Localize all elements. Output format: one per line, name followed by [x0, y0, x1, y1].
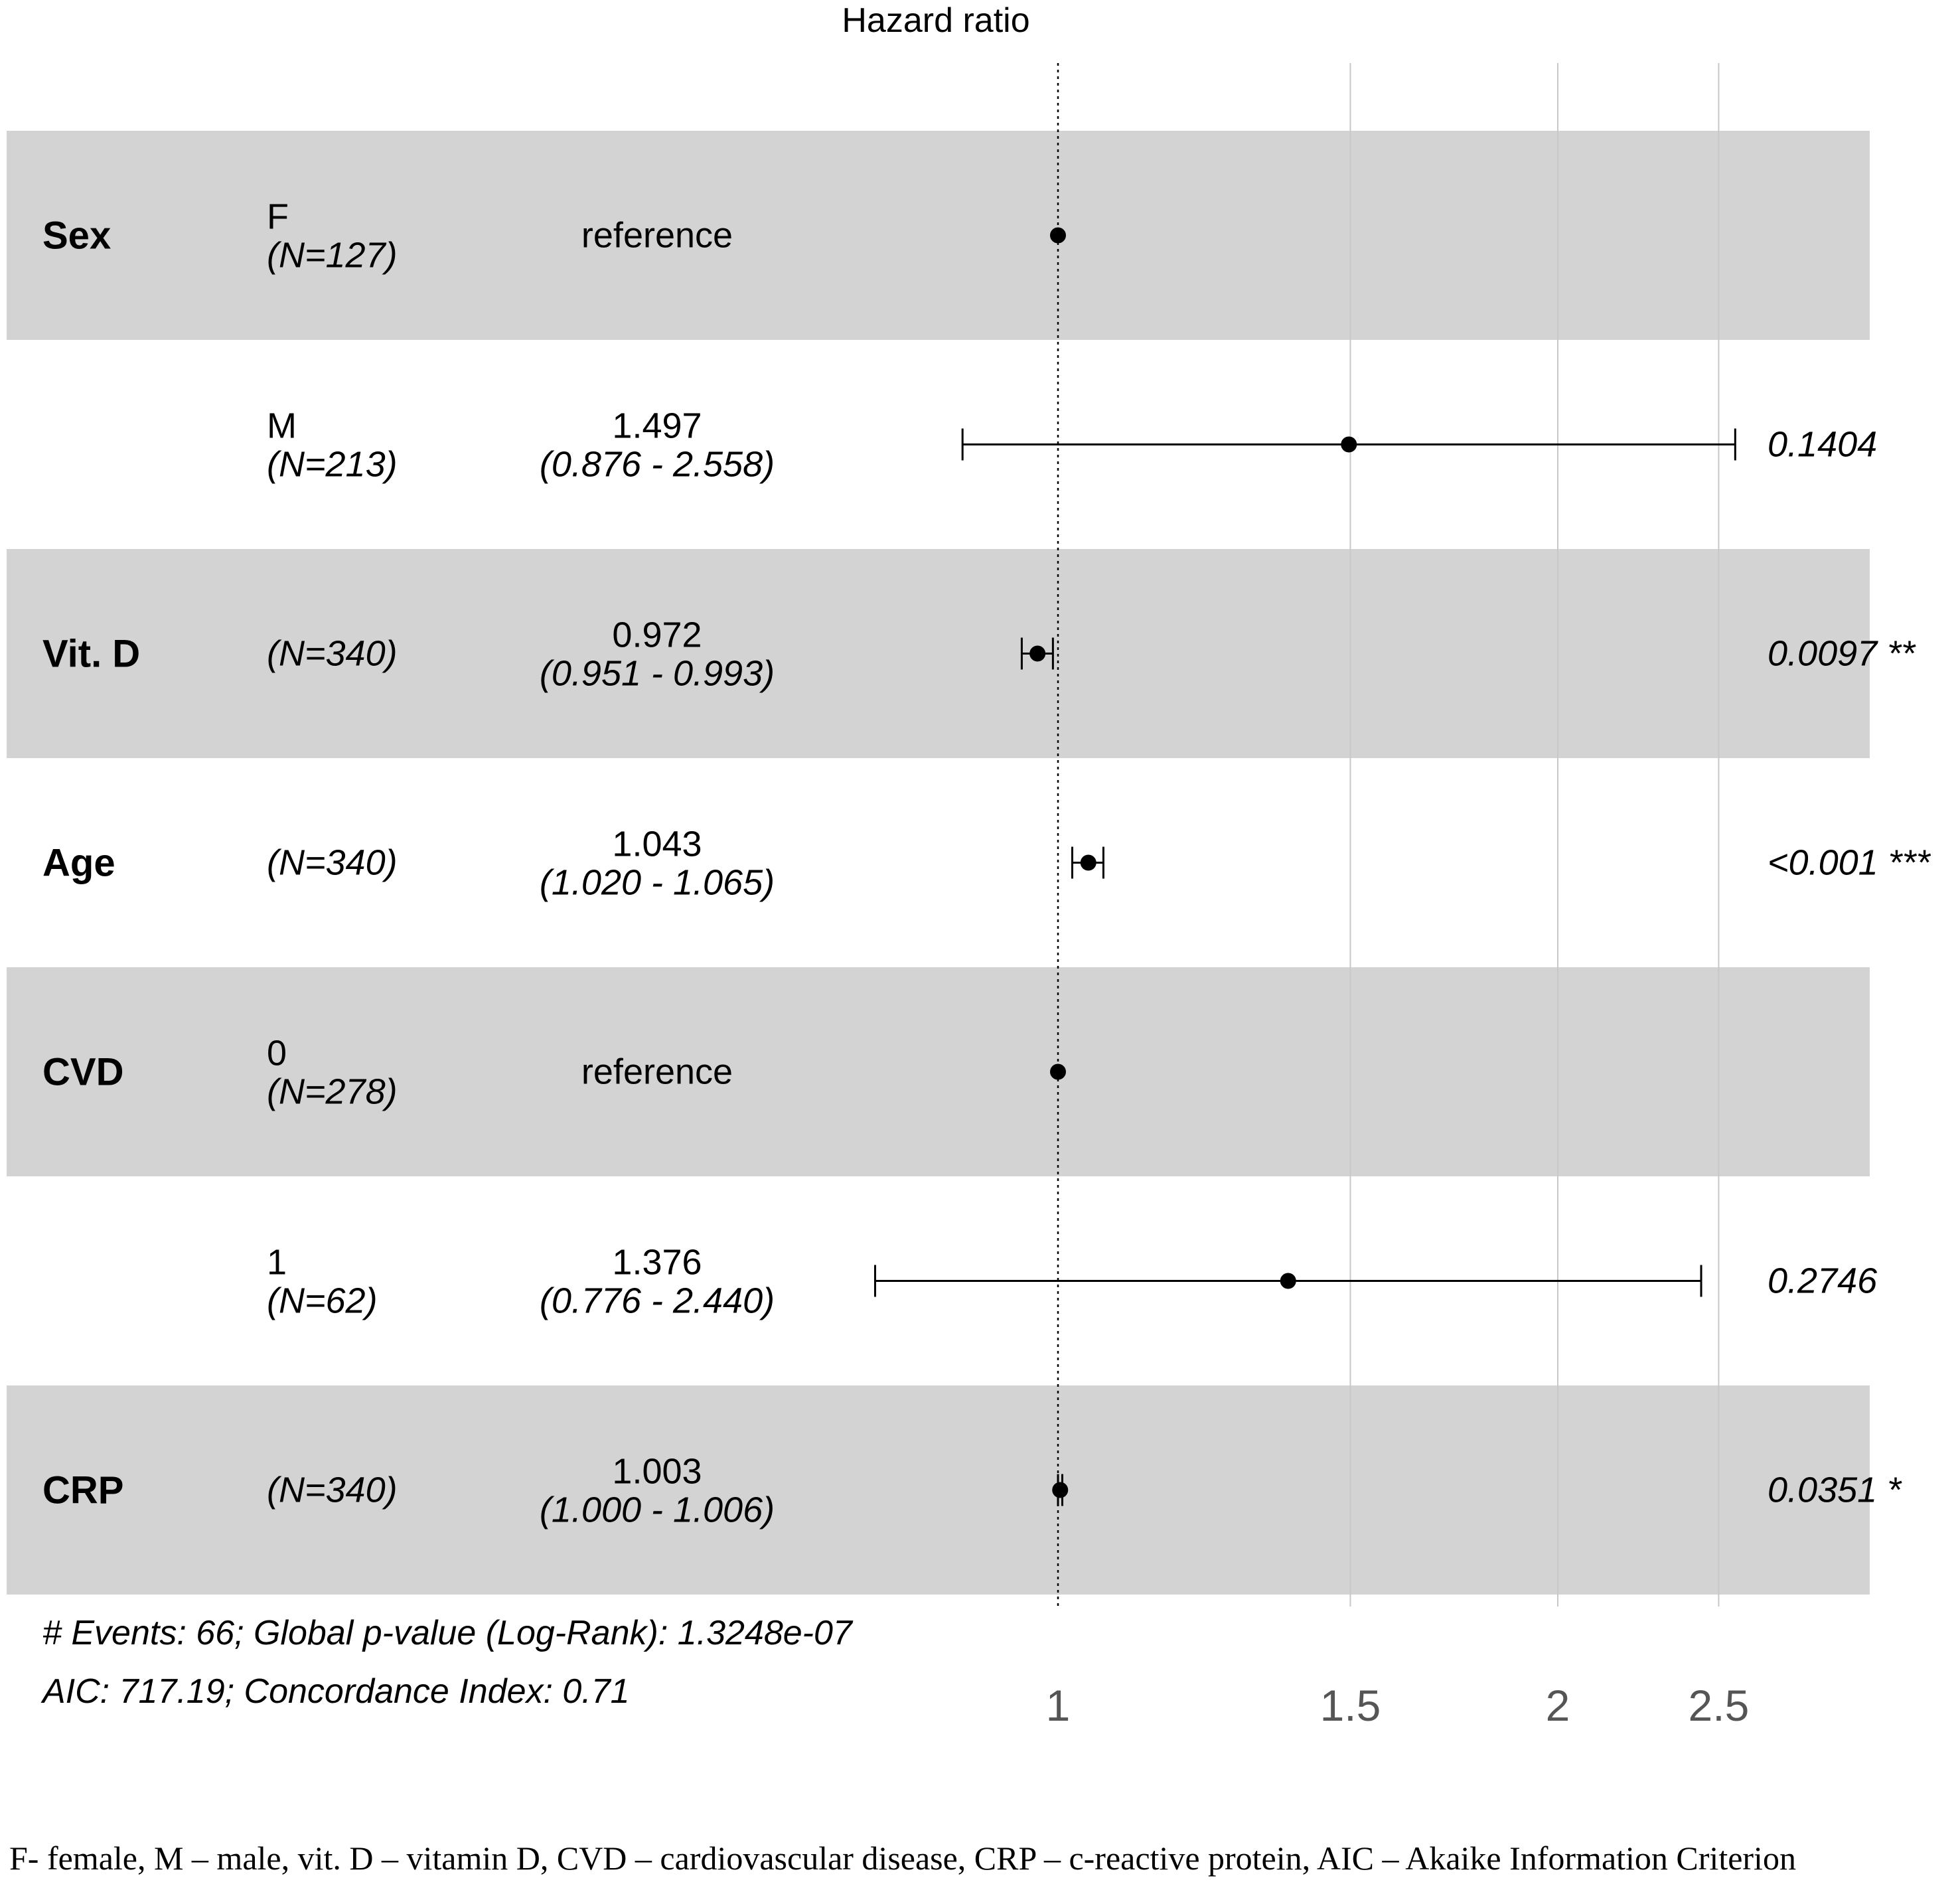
variable-label: Vit. D: [42, 632, 141, 676]
estimate-label: 1.043: [612, 824, 702, 864]
x-tick-label: 1: [1045, 1681, 1071, 1730]
level-label: F: [267, 196, 289, 237]
x-axis-ticks: [1046, 1681, 1750, 1730]
chart-title: Hazard ratio: [842, 1, 1030, 40]
estimate-point: [1029, 646, 1045, 662]
figure-caption: F- female, M – male, vit. D – vitamin D, CVD – cardiovascular disease, CRP – c-reactive protein, AIC – Akaike Information Criterion: [9, 1840, 1796, 1877]
ci-label: (0.876 - 2.558): [539, 444, 775, 485]
variable-label: Sex: [42, 214, 112, 258]
estimate-point: [1341, 437, 1357, 453]
p-value-label: 0.2746: [1768, 1261, 1878, 1301]
n-label: (N=340): [267, 1470, 398, 1510]
x-tick-label: 1.5: [1319, 1681, 1381, 1730]
p-value-label: 0.0097 **: [1768, 633, 1916, 674]
x-tick-label: 2.5: [1688, 1681, 1750, 1730]
variable-label: Age: [42, 841, 115, 885]
ci-label: (0.951 - 0.993): [539, 653, 775, 694]
footer-line-1: # Events: 66; Global p-value (Log-Rank): 1.3248e-07: [42, 1614, 852, 1652]
level-label: 0: [267, 1033, 287, 1073]
ci-label: (0.776 - 2.440): [539, 1281, 775, 1321]
estimate-point: [1050, 228, 1066, 244]
level-label: M: [267, 406, 297, 446]
n-label: (N=213): [267, 444, 398, 485]
p-value-label: <0.001 ***: [1768, 842, 1930, 883]
footer-line-2: AIC: 717.19; Concordance Index: 0.71: [42, 1672, 630, 1711]
estimate-label: reference: [581, 1052, 733, 1092]
estimate-label: 0.972: [612, 615, 702, 655]
estimate-label: 1.497: [612, 406, 702, 446]
n-label: (N=340): [267, 633, 398, 674]
n-label: (N=340): [267, 842, 398, 883]
estimate-point: [1052, 1482, 1068, 1498]
p-value-label: 0.0351 *: [1768, 1470, 1902, 1510]
level-label: 1: [267, 1242, 287, 1283]
n-label: (N=278): [267, 1071, 398, 1112]
ci-label: (1.000 - 1.006): [539, 1490, 775, 1530]
variable-label: CVD: [42, 1050, 124, 1094]
n-label: (N=62): [267, 1281, 378, 1321]
n-label: (N=127): [267, 235, 398, 275]
estimate-point: [1050, 1064, 1066, 1080]
estimate-point: [1081, 855, 1096, 871]
x-tick-label: 2: [1545, 1681, 1570, 1730]
estimate-label: 1.003: [612, 1451, 702, 1492]
row-text: [42, 197, 1931, 1530]
estimate-marks: [875, 228, 1735, 1506]
ci-label: (1.020 - 1.065): [539, 862, 775, 903]
estimate-point: [1280, 1273, 1296, 1289]
estimate-label: 1.376: [612, 1242, 702, 1283]
variable-label: CRP: [42, 1468, 124, 1512]
p-value-label: 0.1404: [1768, 424, 1878, 465]
estimate-label: reference: [581, 215, 733, 256]
